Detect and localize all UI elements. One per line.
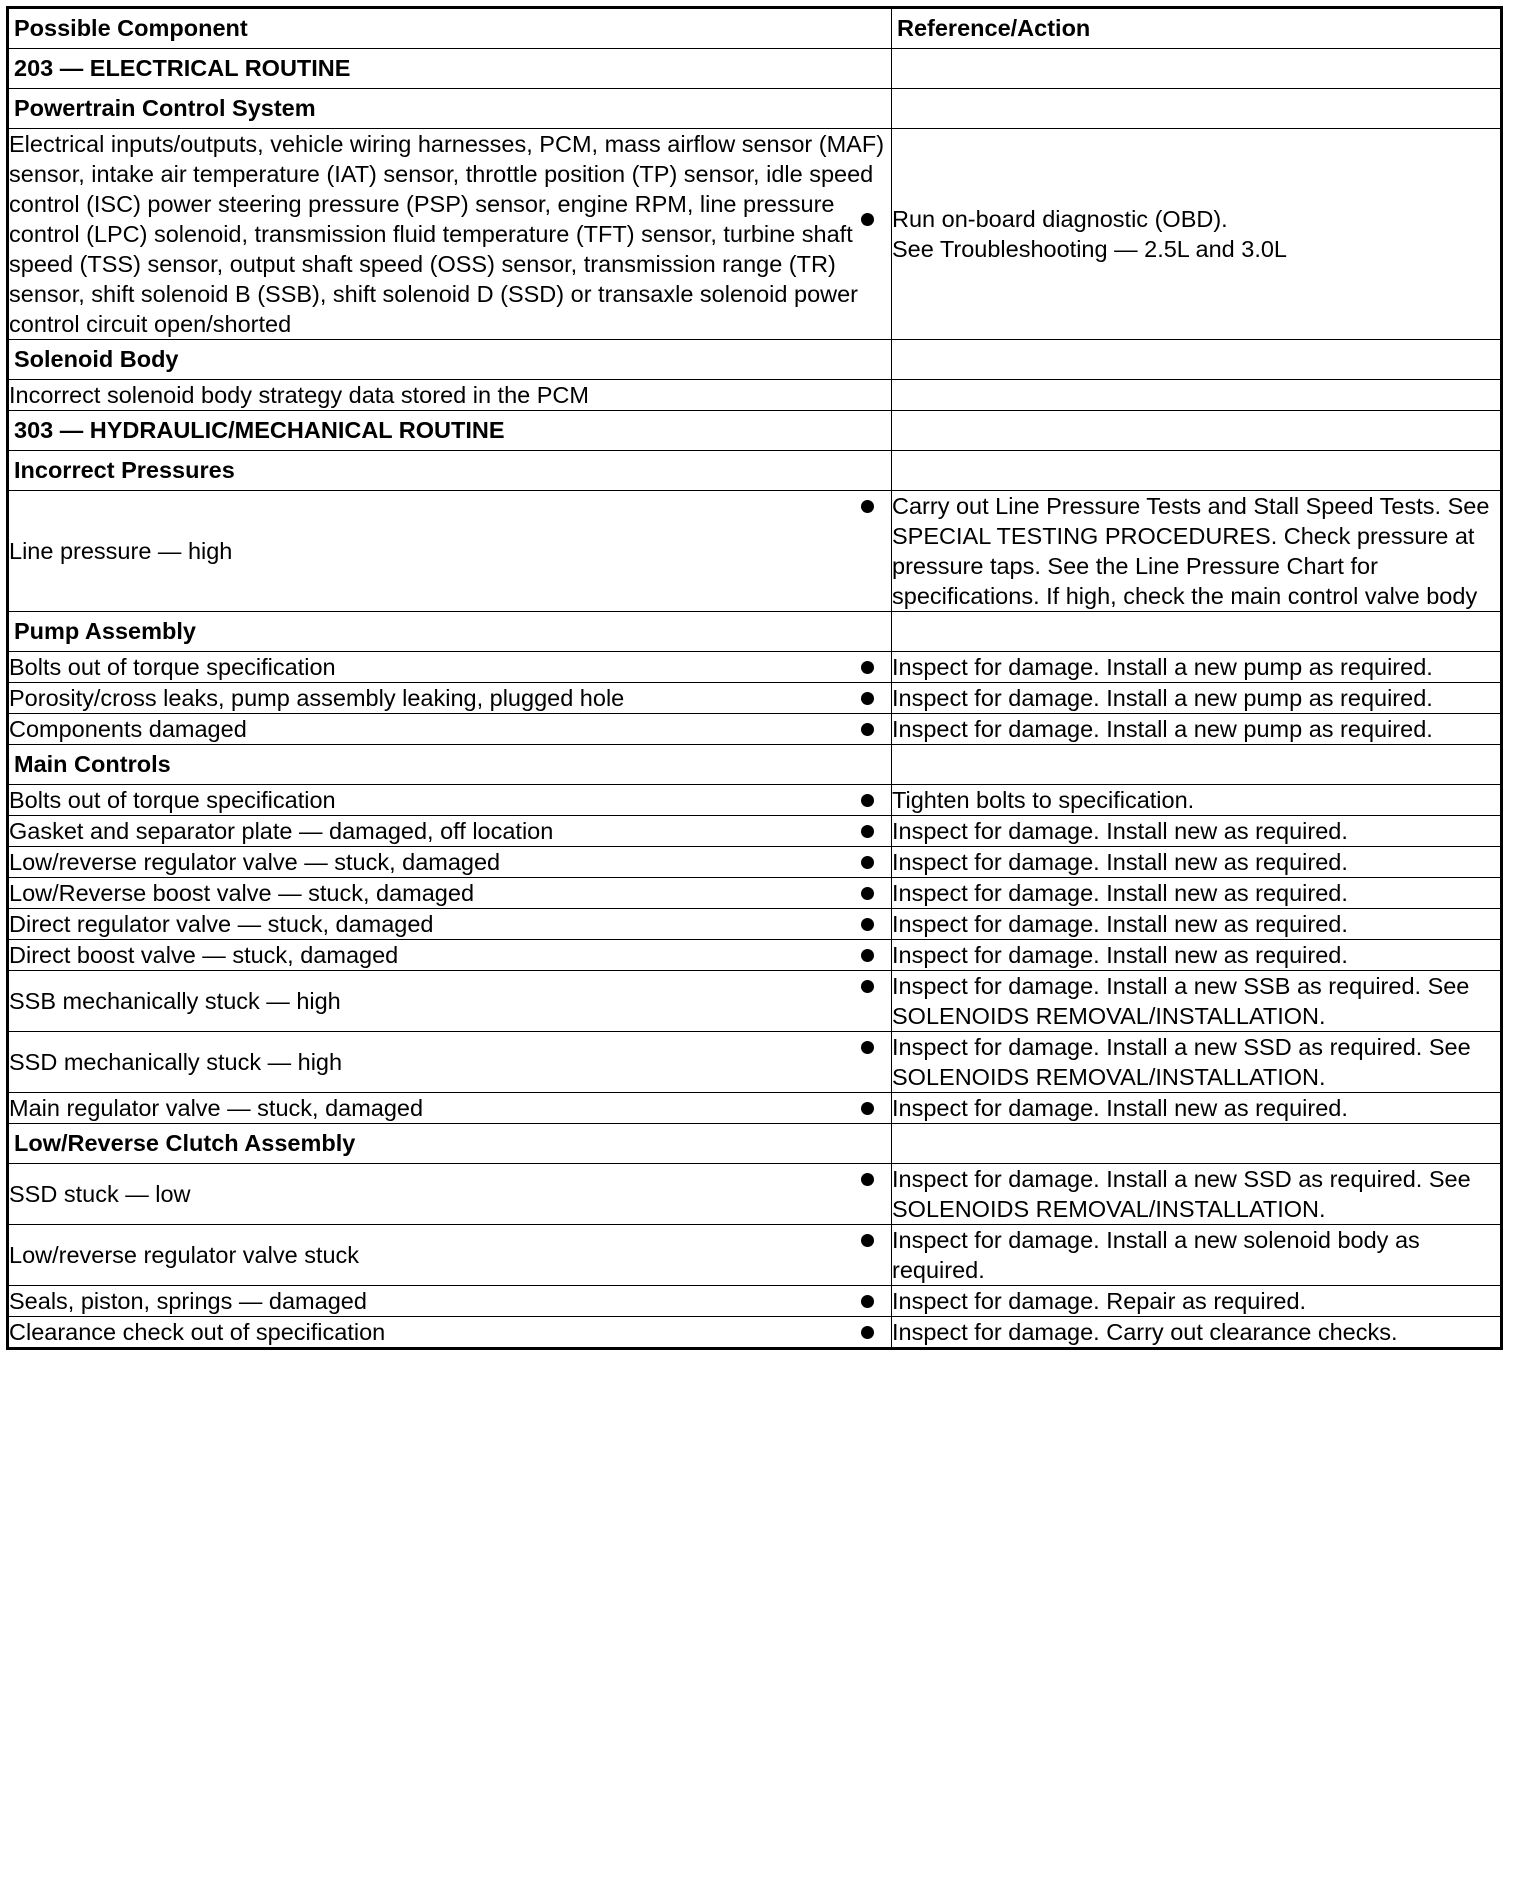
component-cell	[8, 1032, 892, 1093]
action-cell	[892, 683, 1502, 714]
action-text: Inspect for damage. Install a new pump as required.	[892, 685, 1433, 711]
action-text: Inspect for damage. Install new as required.	[892, 818, 1348, 844]
action-cell	[892, 129, 1502, 340]
group-title: Low/Reverse Clutch Assembly	[8, 1124, 892, 1164]
action-cell	[892, 1317, 1502, 1349]
component-item	[9, 129, 891, 339]
bullet-icon	[861, 500, 874, 513]
action-item	[892, 1093, 1500, 1123]
component-item	[9, 1093, 891, 1123]
action-cell	[892, 1225, 1502, 1286]
bullet-icon	[861, 1173, 874, 1186]
component-text: SSD mechanically stuck — high	[9, 1049, 343, 1075]
component-item	[9, 536, 891, 566]
group-header-row	[8, 1124, 1502, 1164]
empty-cell	[892, 1124, 1502, 1164]
action-text: Inspect for damage. Install new as required.	[892, 911, 1348, 937]
action-cell	[892, 847, 1502, 878]
action-item	[892, 878, 1500, 908]
table-row	[8, 1093, 1502, 1124]
component-item	[9, 878, 891, 908]
action-cell	[892, 1093, 1502, 1124]
action-cell	[892, 878, 1502, 909]
component-cell	[8, 909, 892, 940]
action-text: Inspect for damage. Install a new SSD as required. See SOLENOIDS REMOVAL/INSTALLATION.	[892, 1034, 1471, 1090]
action-cell	[892, 971, 1502, 1032]
table-row	[8, 129, 1502, 340]
action-cell	[892, 816, 1502, 847]
bullet-icon	[861, 918, 874, 931]
component-item	[9, 847, 891, 877]
action-cell	[892, 1164, 1502, 1225]
empty-cell	[892, 49, 1502, 89]
component-cell	[8, 380, 892, 411]
component-cell	[8, 1164, 892, 1225]
component-cell	[8, 652, 892, 683]
action-item	[892, 683, 1500, 713]
component-text: Seals, piston, springs — damaged	[9, 1288, 367, 1314]
component-text: SSD stuck — low	[9, 1181, 191, 1207]
component-cell	[8, 1093, 892, 1124]
group-title: Solenoid Body	[8, 340, 892, 380]
action-text: Inspect for damage. Repair as required.	[892, 1288, 1307, 1314]
empty-cell	[892, 340, 1502, 380]
component-cell	[8, 816, 892, 847]
action-text: Run on-board diagnostic (OBD).	[892, 206, 1228, 232]
component-text: SSB mechanically stuck — high	[9, 988, 341, 1014]
action-cell	[892, 380, 1502, 411]
component-item	[9, 683, 891, 713]
action-item	[892, 714, 1500, 744]
table-row	[8, 683, 1502, 714]
component-text: Electrical inputs/outputs, vehicle wiring harnesses, PCM, mass airflow sensor (MAF) sensor, intake air temperature (IAT) sensor, throttle position (TP) sensor, idle speed control (ISC) power steering pressure (PSP) sensor, engine RPM, line pressure control (LPC) solenoid, transmission fluid temperature (TFT) sensor, turbine shaft speed (TSS) sensor, output shaft speed (OSS) sensor, transmission range (TR) sensor, shift solenoid B (SSB), shift solenoid D (SSD) or transaxle solenoid power control circuit open/shorted	[9, 131, 885, 337]
component-item	[9, 986, 891, 1016]
header-row	[8, 8, 1502, 49]
bullet-icon	[861, 856, 874, 869]
group-title: Pump Assembly	[8, 612, 892, 652]
bullet-icon	[861, 825, 874, 838]
group-title: Incorrect Pressures	[8, 451, 892, 491]
group-header-row	[8, 340, 1502, 380]
action-item	[892, 1286, 1500, 1316]
component-text: Incorrect solenoid body strategy data stored in the PCM	[9, 382, 589, 408]
component-cell	[8, 1286, 892, 1317]
bullet-icon	[861, 692, 874, 705]
component-text: Components damaged	[9, 716, 247, 742]
component-item	[9, 1179, 891, 1209]
component-text: Main regulator valve — stuck, damaged	[9, 1095, 424, 1121]
table-row	[8, 878, 1502, 909]
bullet-icon	[861, 213, 874, 226]
component-cell	[8, 971, 892, 1032]
table-row	[8, 714, 1502, 745]
action-cell	[892, 652, 1502, 683]
action-item	[892, 909, 1500, 939]
table-row	[8, 380, 1502, 411]
action-item	[892, 785, 1500, 815]
bullet-icon	[861, 887, 874, 900]
action-cell	[892, 714, 1502, 745]
action-cell	[892, 909, 1502, 940]
table-row	[8, 491, 1502, 612]
table-row	[8, 1225, 1502, 1286]
component-text: Porosity/cross leaks, pump assembly leaking, plugged hole	[9, 685, 625, 711]
action-reference-text: See Troubleshooting — 2.5L and 3.0L	[892, 236, 1288, 262]
action-text: Inspect for damage. Install new as required.	[892, 1095, 1348, 1121]
component-text: Bolts out of torque specification	[9, 787, 336, 813]
group-title: Main Controls	[8, 745, 892, 785]
section-title: 303 — HYDRAULIC/MECHANICAL ROUTINE	[8, 411, 892, 451]
table-row	[8, 652, 1502, 683]
section-header-row	[8, 49, 1502, 89]
group-header-row	[8, 89, 1502, 129]
table-row	[8, 909, 1502, 940]
action-item	[892, 1317, 1500, 1347]
empty-cell	[892, 89, 1502, 129]
empty-cell	[892, 451, 1502, 491]
table-row	[8, 940, 1502, 971]
bullet-icon	[861, 794, 874, 807]
action-item	[892, 816, 1500, 846]
table-row	[8, 1286, 1502, 1317]
component-cell	[8, 847, 892, 878]
action-text: Tighten bolts to specification.	[892, 787, 1195, 813]
action-cell	[892, 1032, 1502, 1093]
component-cell	[8, 1317, 892, 1349]
bullet-icon	[861, 949, 874, 962]
table-row	[8, 1032, 1502, 1093]
component-cell	[8, 491, 892, 612]
action-text: Inspect for damage. Install new as required.	[892, 942, 1348, 968]
action-item	[892, 652, 1500, 682]
table-row	[8, 816, 1502, 847]
table-row	[8, 1164, 1502, 1225]
action-text: Inspect for damage. Install new as required.	[892, 849, 1348, 875]
action-item	[892, 491, 1500, 611]
component-item	[9, 652, 891, 682]
component-cell	[8, 940, 892, 971]
action-text: Inspect for damage. Install a new SSD as required. See SOLENOIDS REMOVAL/INSTALLATION.	[892, 1166, 1471, 1222]
bullet-icon	[861, 1326, 874, 1339]
component-text: Line pressure — high	[9, 538, 233, 564]
component-text: Low/reverse regulator valve stuck	[9, 1242, 360, 1268]
action-text: Carry out Line Pressure Tests and Stall Speed Tests. See SPECIAL TESTING PROCEDURES. Check pressure at pressure taps. See the Line Pressure Chart for specifications. If high, check the main control valve body	[892, 493, 1490, 609]
action-text: Inspect for damage. Carry out clearance checks.	[892, 1319, 1398, 1345]
component-text: Gasket and separator plate — damaged, off location	[9, 818, 554, 844]
bullet-icon	[861, 661, 874, 674]
group-header-row	[8, 745, 1502, 785]
table-body	[8, 49, 1502, 1349]
empty-cell	[892, 612, 1502, 652]
action-item	[892, 940, 1500, 970]
action-cell	[892, 785, 1502, 816]
bullet-icon	[861, 980, 874, 993]
empty-cell	[892, 745, 1502, 785]
bullet-icon	[861, 1295, 874, 1308]
action-item	[892, 1164, 1500, 1224]
component-item	[9, 909, 891, 939]
action-cell	[892, 1286, 1502, 1317]
component-text: Direct boost valve — stuck, damaged	[9, 942, 399, 968]
component-cell	[8, 785, 892, 816]
component-cell	[8, 714, 892, 745]
table-row	[8, 971, 1502, 1032]
group-title: Powertrain Control System	[8, 89, 892, 129]
component-item	[9, 1240, 891, 1270]
section-header-row	[8, 411, 1502, 451]
component-cell	[8, 683, 892, 714]
action-text: Inspect for damage. Install a new pump as required.	[892, 654, 1433, 680]
bullet-icon	[861, 1234, 874, 1247]
action-item	[892, 847, 1500, 877]
action-item	[892, 1032, 1500, 1092]
table-row	[8, 785, 1502, 816]
component-item	[9, 940, 891, 970]
action-text: Inspect for damage. Install a new pump as required.	[892, 716, 1433, 742]
diagnosis-table	[6, 6, 1503, 1350]
component-text: Direct regulator valve — stuck, damaged	[9, 911, 434, 937]
component-text: Low/Reverse boost valve — stuck, damaged	[9, 880, 475, 906]
table-row	[8, 1317, 1502, 1349]
bullet-icon	[861, 1102, 874, 1115]
component-cell	[8, 878, 892, 909]
component-item	[9, 714, 891, 744]
action-text: Inspect for damage. Install a new solenoid body as required.	[892, 1227, 1420, 1283]
component-item	[9, 1317, 891, 1347]
action-cell	[892, 491, 1502, 612]
action-item	[892, 204, 1500, 264]
header-possible-component: Possible Component	[8, 8, 892, 49]
component-cell	[8, 1225, 892, 1286]
component-item	[9, 1047, 891, 1077]
component-text: Clearance check out of specification	[9, 1319, 386, 1345]
action-text: Inspect for damage. Install a new SSB as required. See SOLENOIDS REMOVAL/INSTALLATION.	[892, 973, 1470, 1029]
action-item	[892, 1225, 1500, 1285]
section-title: 203 — ELECTRICAL ROUTINE	[8, 49, 892, 89]
header-reference-action: Reference/Action	[892, 8, 1502, 49]
group-header-row	[8, 612, 1502, 652]
component-item	[9, 785, 891, 815]
component-item	[9, 816, 891, 846]
group-header-row	[8, 451, 1502, 491]
bullet-icon	[861, 1041, 874, 1054]
component-item	[9, 1286, 891, 1316]
action-item	[892, 971, 1500, 1031]
action-cell	[892, 940, 1502, 971]
empty-cell	[892, 411, 1502, 451]
component-text: Low/reverse regulator valve — stuck, damaged	[9, 849, 501, 875]
component-item	[9, 380, 891, 410]
component-cell	[8, 129, 892, 340]
component-text: Bolts out of torque specification	[9, 654, 336, 680]
bullet-icon	[861, 723, 874, 736]
action-text: Inspect for damage. Install new as required.	[892, 880, 1348, 906]
table-row	[8, 847, 1502, 878]
